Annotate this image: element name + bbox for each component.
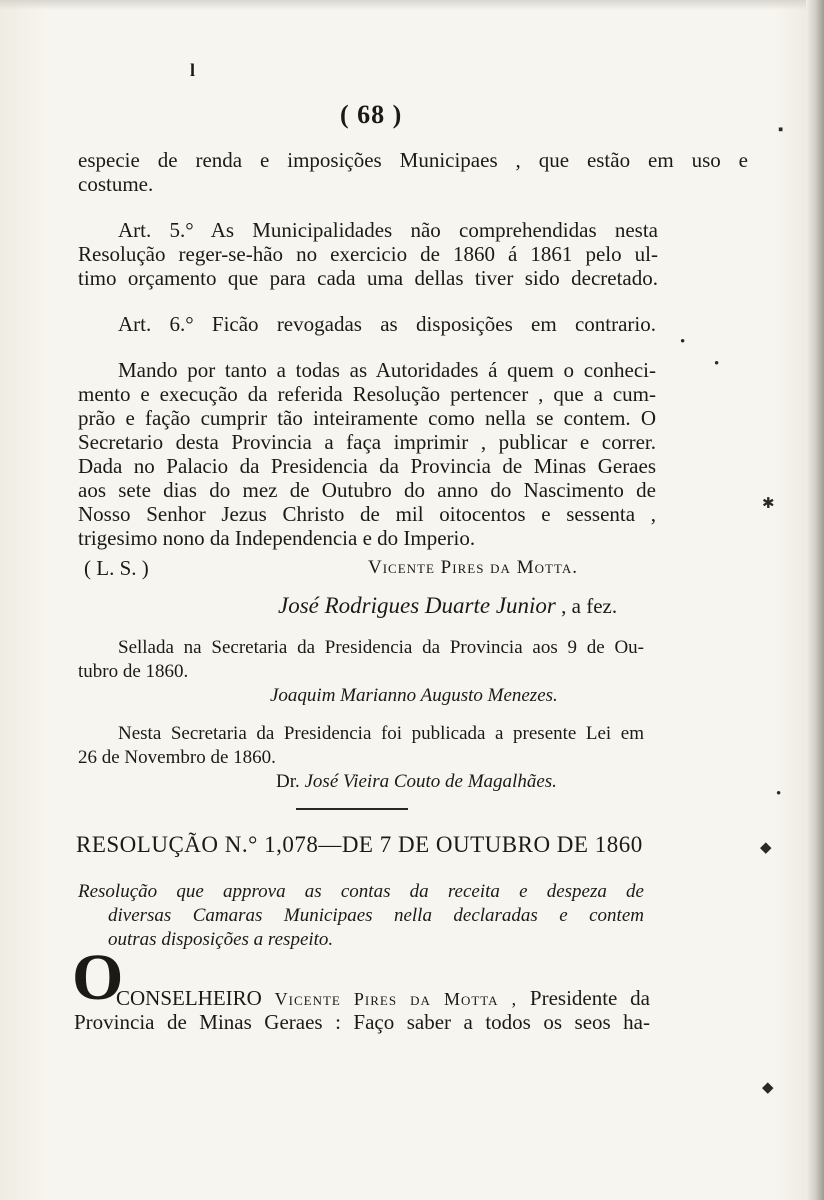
- mando-line-4: Secretario desta Provincia a faça imprimir , publicar e correr.: [78, 430, 656, 454]
- opening-line-2: Provincia de Minas Geraes : Faço saber a todos os seos ha-: [74, 1010, 650, 1034]
- clerk-name: José Rodrigues Duarte Junior: [278, 593, 556, 618]
- mando-line-7: Nosso Senhor Jezus Christo de mil oitocentos e sessenta ,: [78, 502, 656, 526]
- summary-line-1: Resolução que approva as contas da receita e despeza de: [78, 881, 644, 902]
- top-line-1: especie de renda e imposições Municipaes , que estão em uso e: [78, 148, 748, 172]
- resolution-heading: RESOLUÇÃO N.° 1,078—DE 7 DE OUTUBRO DE 1860: [76, 832, 643, 857]
- publicada-signer-title: Dr.: [276, 771, 300, 792]
- section-divider: [296, 808, 408, 810]
- seal: ( L. S. ): [84, 556, 149, 580]
- mando-line-1: Mando por tanto a todas as Autoridades á quem o conheci-: [118, 358, 656, 382]
- clerk-line: [278, 594, 617, 618]
- page-right-edge: [806, 0, 824, 1200]
- mando-line-8: trigesimo nono da Independencia e do Imperio.: [78, 526, 476, 550]
- margin-speck: •: [776, 786, 782, 802]
- sellada-signer: Joaquim Marianno Augusto Menezes.: [270, 685, 558, 706]
- margin-speck: •: [680, 334, 686, 350]
- margin-mark: l: [190, 60, 196, 80]
- publicada-line-2: 26 de Novembro de 1860.: [78, 747, 276, 768]
- mando-line-6: aos sete dias do mez de Outubro do anno do Nascimento de: [78, 478, 656, 502]
- clerk-suffix: , a fez.: [561, 594, 618, 618]
- mando-line-3: prão e fação cumprir tão inteiramente como nella se contem. O: [78, 406, 656, 430]
- margin-speck: •: [714, 356, 720, 372]
- margin-speck: ▪: [778, 122, 784, 138]
- page-number: ( 68 ): [340, 100, 403, 129]
- sellada-line-2: tubro de 1860.: [78, 661, 189, 682]
- summary-line-3: outras disposições a respeito.: [108, 929, 334, 950]
- drop-cap: O: [72, 941, 124, 1014]
- margin-speck: ◆: [760, 840, 772, 856]
- page-top-shadow: [0, 0, 824, 10]
- art5-line-1: Art. 5.° As Municipalidades não comprehendidas nesta: [118, 218, 658, 242]
- publicada-signer-line: [276, 770, 557, 794]
- opening-name: Vicente Pires da Motta ,: [274, 989, 518, 1009]
- mando-line-2: mento e execução da referida Resolução pertencer , que a cum-: [78, 382, 656, 406]
- mando-line-5: Dada no Palacio da Presidencia da Provincia de Minas Geraes: [78, 454, 656, 478]
- sellada-line-1: Sellada na Secretaria da Presidencia da Provincia aos 9 de Ou-: [118, 637, 644, 658]
- opening-rest: Presidente da: [529, 986, 650, 1010]
- margin-speck: ◆: [762, 1080, 774, 1096]
- opening-line-1: [116, 986, 650, 1011]
- opening-title: CONSELHEIRO: [116, 986, 262, 1010]
- publicada-line-1: Nesta Secretaria da Presidencia foi publicada a presente Lei em: [118, 723, 644, 744]
- margin-speck: ✱: [762, 496, 775, 512]
- summary-line-2: diversas Camaras Municipaes nella declaradas e contem: [108, 905, 644, 926]
- art5-line-2: Resolução reger-se-hão no exercicio de 1860 á 1861 pelo ul-: [78, 242, 658, 266]
- art6-line: Art. 6.° Ficão revogadas as disposições em contrario.: [118, 312, 656, 336]
- art5-line-3: timo orçamento que para cada uma dellas tiver sido decretado.: [78, 266, 658, 290]
- publicada-signer: José Vieira Couto de Magalhães.: [304, 771, 557, 792]
- top-line-2: costume.: [78, 172, 154, 196]
- signer-name: Vicente Pires da Motta.: [368, 557, 578, 578]
